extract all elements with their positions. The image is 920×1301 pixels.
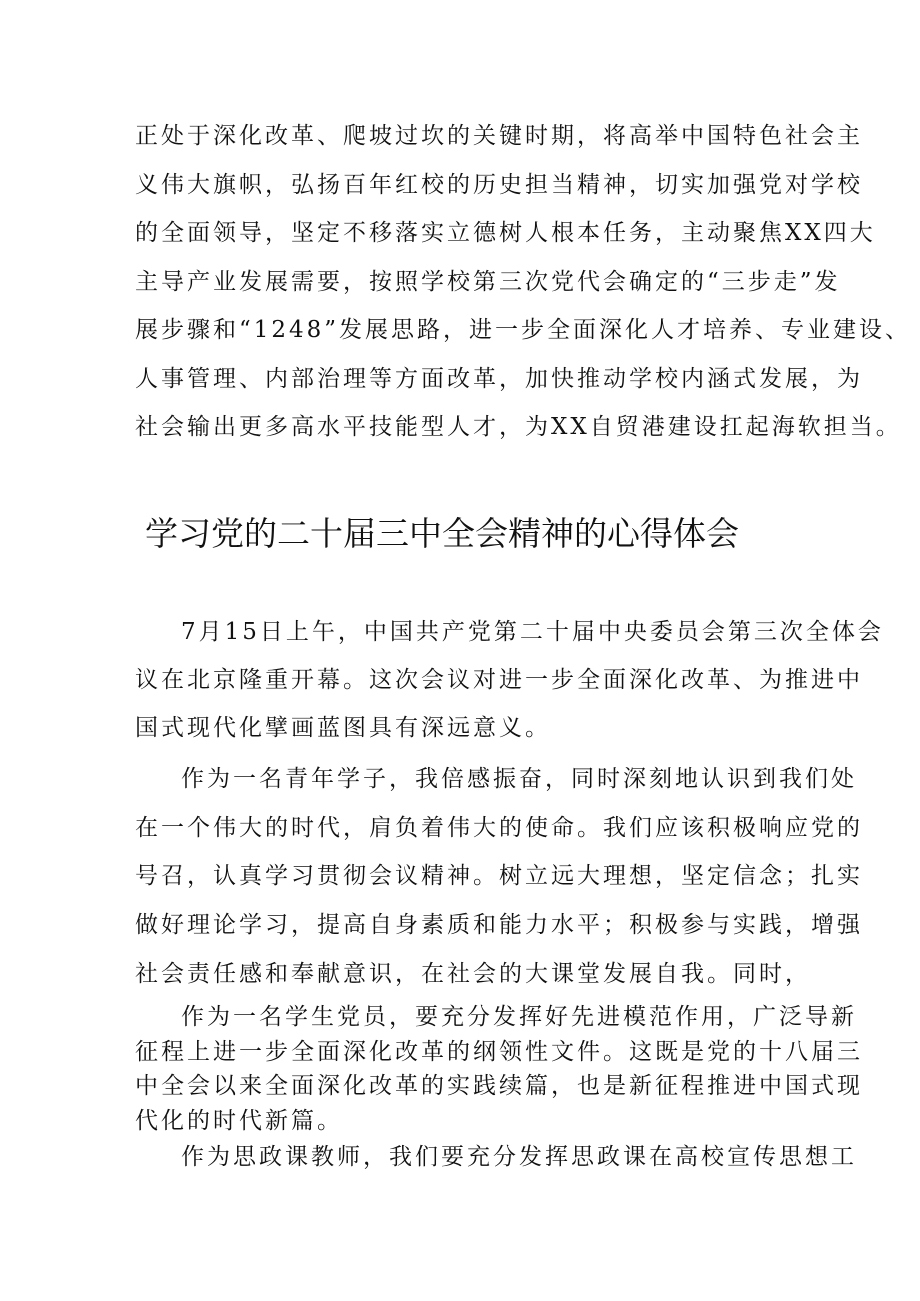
text-line: 议在北京隆重开幕。这次会议对进一步全面深化改革、为推进中 [135, 667, 863, 693]
text-line: 国式现代化擘画蓝图具有深远意义。 [135, 715, 551, 741]
text-line: 正处于深化改革、爬坡过坎的关键时期，将高举中国特色社会主 [135, 123, 863, 149]
previous-section-paragraph [135, 112, 912, 452]
text-line: 作为思政课教师，我们要充分发挥思政课在高校宣传思想工 [181, 1144, 857, 1170]
paragraph-party-member [135, 1000, 863, 1138]
article-title: 学习党的二十届三中全会精神的心得体会 [145, 514, 739, 553]
text-line: 主导产业发展需要，按照学校第三次党代会确定的“三步走”发 [135, 268, 841, 295]
text-line: 社会输出更多高水平技能型人才，为XX自贸港建设扛起海软担当。 [135, 414, 902, 440]
text-line: 人事管理、内部治理等方面改革，加快推动学校内涵式发展，为 [135, 365, 863, 392]
text-line: 义伟大旗帜，弘扬百年红校的历史担当精神，切实加强党对学校 [135, 171, 863, 198]
text-line: 的全面领导，坚定不移落实立德树人根本任务，主动聚焦XX四大 [135, 220, 876, 246]
text-line: 7月15日上午，中国共产党第二十届中央委员会第三次全体会 [181, 619, 884, 645]
text-line: 在一个伟大的时代，肩负着伟大的使命。我们应该积极响应党的 [135, 814, 863, 841]
paragraph-student [135, 755, 863, 999]
text-line: 代化的时代新篇。 [135, 1107, 343, 1134]
text-line: 展步骤和“1248”发展思路，进一步全面深化人才培养、专业建设、 [135, 317, 912, 343]
text-line: 征程上进一步全面深化改革的纲领性文件。这既是党的十八届三 [135, 1038, 863, 1065]
paragraph-teacher [135, 1140, 857, 1174]
text-line: 社会责任感和奉献意识，在社会的大课堂发展自我。同时， [135, 960, 811, 987]
paragraph-opening [135, 608, 884, 752]
text-line: 号召，认真学习贯彻会议精神。树立远大理想，坚定信念；扎实 [135, 863, 863, 890]
text-line: 中全会以来全面深化改革的实践续篇，也是新征程推进中国式现 [135, 1073, 863, 1099]
text-line: 作为一名学生党员，要充分发挥好先进模范作用，广泛导新 [181, 1004, 857, 1030]
text-line: 作为一名青年学子，我倍感振奋，同时深刻地认识到我们处 [181, 766, 857, 792]
text-line: 做好理论学习，提高自身素质和能力水平；积极参与实践，增强 [135, 912, 863, 939]
